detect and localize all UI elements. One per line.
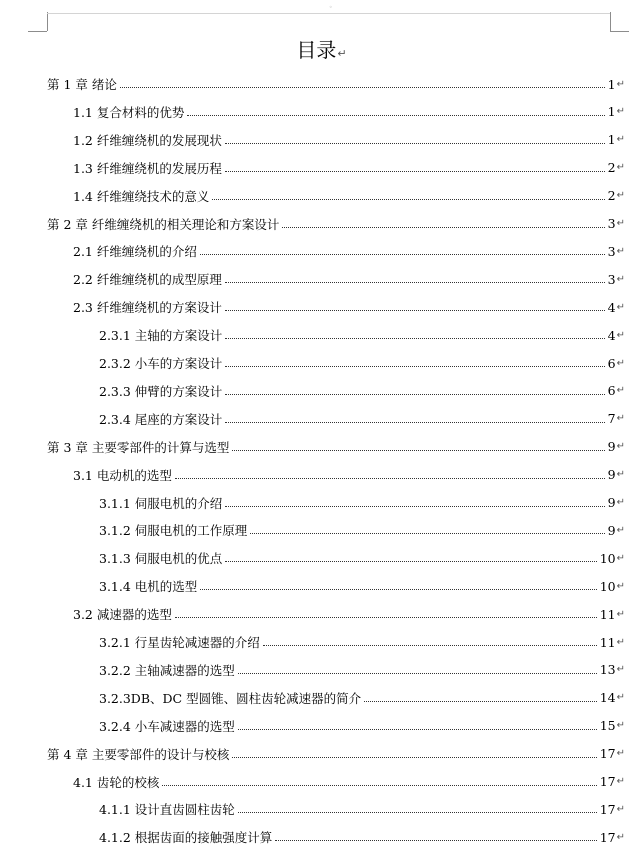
toc-dot-leader xyxy=(225,281,605,283)
paragraph-mark-icon: ↵ xyxy=(616,273,625,285)
toc-dot-leader xyxy=(225,365,604,367)
paragraph-mark-icon: ↵ xyxy=(616,776,625,787)
toc-dot-leader xyxy=(225,560,596,562)
toc-dot-leader xyxy=(212,198,604,200)
toc-dot-leader xyxy=(232,449,604,451)
paragraph-mark-icon: ↵ xyxy=(616,441,625,453)
toc-dot-leader xyxy=(225,505,604,507)
toc-entry[interactable] xyxy=(73,293,625,321)
toc-entry[interactable] xyxy=(99,349,625,377)
toc-entry[interactable] xyxy=(99,823,625,851)
toc-dot-leader xyxy=(225,170,605,172)
paragraph-mark-icon: ↵ xyxy=(616,524,625,536)
toc-dot-leader xyxy=(225,337,604,339)
crop-mark-top-right-v xyxy=(610,12,611,31)
document-title[interactable] xyxy=(0,36,643,68)
toc-page-number: 17 xyxy=(599,801,616,817)
toc-entry-title: 3.2 减速器的选型 xyxy=(73,607,172,623)
toc-dot-leader xyxy=(250,532,604,534)
toc-entry[interactable] xyxy=(99,321,625,349)
toc-entry-title: 第 2 章 纤维缠绕机的相关理论和方案设计 xyxy=(47,216,280,232)
toc-entry[interactable] xyxy=(99,544,625,572)
toc-page-number: 13 xyxy=(599,662,616,678)
toc-page-number: 7 xyxy=(607,411,616,427)
toc-entry-title: 2.3 纤维缠绕机的方案设计 xyxy=(73,300,222,316)
header-anchor-icon: ◦ xyxy=(329,4,333,11)
toc-page-number: 11 xyxy=(599,634,616,650)
toc-entry[interactable] xyxy=(73,461,625,489)
paragraph-mark-icon: ↵ xyxy=(616,134,625,146)
paragraph-mark-icon: ↵ xyxy=(616,218,625,229)
paragraph-mark-icon: ↵ xyxy=(616,803,625,815)
toc-entry[interactable] xyxy=(99,628,625,656)
toc-entry-title: 3.2.4 小车减速器的选型 xyxy=(99,718,235,734)
toc-entry[interactable] xyxy=(99,795,625,823)
toc-dot-leader xyxy=(238,672,597,674)
toc-entry[interactable] xyxy=(73,98,625,126)
toc-entry-title: 第 1 章 绪论 xyxy=(47,77,117,92)
toc-entry-title: 4.1 齿轮的校核 xyxy=(73,774,160,790)
toc-dot-leader xyxy=(225,393,604,395)
toc-dot-leader xyxy=(275,839,596,841)
toc-entry[interactable] xyxy=(99,489,625,517)
toc-page-number: 2 xyxy=(607,160,616,176)
toc-dot-leader xyxy=(225,309,605,311)
toc-page-number: 17 xyxy=(599,746,616,762)
toc-entry-title: 2.2 纤维缠绕机的成型原理 xyxy=(73,272,222,288)
toc-page-number: 1 xyxy=(607,104,616,120)
paragraph-mark-icon: ↵ xyxy=(616,831,625,843)
toc-dot-leader xyxy=(263,644,597,646)
toc-entry-title: 第 3 章 主要零部件的计算与选型 xyxy=(47,439,230,455)
toc-page-number: 3 xyxy=(607,216,616,231)
paragraph-mark-icon: ↵ xyxy=(616,301,625,313)
toc-dot-leader xyxy=(232,756,596,758)
paragraph-mark-icon: ↵ xyxy=(616,162,625,174)
toc-entry-title: 2.1 纤维缠绕机的介绍 xyxy=(73,244,197,260)
paragraph-mark-icon: ↵ xyxy=(616,692,625,704)
toc-entry[interactable] xyxy=(73,768,625,796)
paragraph-mark-icon: ↵ xyxy=(616,413,625,425)
toc-entry-title: 1.1 复合材料的优势 xyxy=(73,104,185,120)
toc-page-number: 3 xyxy=(607,243,616,259)
toc-entry[interactable] xyxy=(99,572,625,600)
toc-entry-title: 4.1.2 根据齿面的接触强度计算 xyxy=(99,830,273,846)
toc-entry-title: 3.1.2 伺服电机的工作原理 xyxy=(99,523,248,539)
toc-page-number: 6 xyxy=(607,383,616,399)
toc-page-number: 17 xyxy=(599,829,616,845)
toc-entry-title: 3.1.4 电机的选型 xyxy=(99,579,198,595)
toc-page-number: 6 xyxy=(607,355,616,371)
toc-entry[interactable] xyxy=(47,433,625,461)
toc-entry[interactable] xyxy=(99,405,625,433)
toc-page-number: 9 xyxy=(607,495,616,510)
toc-dot-leader xyxy=(282,226,604,228)
toc-entry-title: 2.3.3 伸臂的方案设计 xyxy=(99,383,223,399)
toc-entry[interactable] xyxy=(99,712,625,740)
paragraph-mark-icon: ↵ xyxy=(616,748,625,760)
toc-dot-leader xyxy=(162,784,596,786)
toc-page-number: 4 xyxy=(607,327,616,343)
document-title-text: 目录 xyxy=(296,38,337,62)
crop-mark-top-left-h xyxy=(28,31,47,32)
toc-page-number: 9 xyxy=(607,439,616,455)
toc-entry[interactable] xyxy=(73,182,625,210)
toc-entry[interactable] xyxy=(73,237,625,265)
toc-entry-title: 1.2 纤维缠绕机的发展现状 xyxy=(73,132,222,148)
paragraph-mark-icon: ↵ xyxy=(616,469,625,481)
toc-dot-leader xyxy=(225,421,604,423)
toc-page-number: 9 xyxy=(607,467,616,483)
toc-entry-title: 3.2.3DB、DC 型圆锥、圆柱齿轮减速器的简介 xyxy=(99,690,362,706)
toc-dot-leader xyxy=(187,114,604,116)
toc-entry-title: 第 4 章 主要零部件的设计与校核 xyxy=(47,746,230,762)
toc-entry[interactable] xyxy=(99,656,625,684)
paragraph-mark-icon: ↵ xyxy=(616,580,625,592)
paragraph-mark-icon: ↵ xyxy=(616,245,625,257)
toc-entry-title: 3.2.1 行星齿轮减速器的介绍 xyxy=(99,635,260,650)
toc-entry-title: 2.3.1 主轴的方案设计 xyxy=(99,328,223,344)
toc-dot-leader xyxy=(200,588,596,590)
toc-entry[interactable] xyxy=(99,516,625,544)
toc-page-number: 14 xyxy=(599,690,616,706)
toc-entry-title: 2.3.2 小车的方案设计 xyxy=(99,356,223,371)
toc-entry-title: 3.1 电动机的选型 xyxy=(73,467,172,483)
toc-entry[interactable] xyxy=(73,265,625,293)
toc-page-number: 15 xyxy=(599,718,616,734)
toc-page-number: 3 xyxy=(607,271,616,287)
toc-entry-title: 1.3 纤维缠绕机的发展历程 xyxy=(73,160,222,176)
paragraph-mark-icon: ↵ xyxy=(616,357,625,369)
toc-dot-leader xyxy=(175,616,597,618)
toc-entry[interactable] xyxy=(99,684,625,712)
toc-entry-title: 1.4 纤维缠绕技术的意义 xyxy=(73,188,210,204)
toc-page-number: 1 xyxy=(607,132,616,148)
toc-dot-leader xyxy=(175,477,605,479)
toc-page-number: 1 xyxy=(607,76,616,92)
toc-page-number: 9 xyxy=(607,522,616,538)
paragraph-mark-icon: ↵ xyxy=(616,329,625,341)
toc-entry[interactable] xyxy=(73,126,625,154)
toc-entry-title: 3.1.1 伺服电机的介绍 xyxy=(99,495,223,511)
paragraph-mark-icon: ↵ xyxy=(616,636,625,648)
paragraph-mark-icon: ↵ xyxy=(616,190,625,202)
toc-page-number: 2 xyxy=(607,188,616,204)
toc-entry[interactable] xyxy=(73,154,625,182)
toc-dot-leader xyxy=(238,728,597,730)
paragraph-mark-icon: ↵ xyxy=(616,106,625,118)
toc-entry-title: 2.3.4 尾座的方案设计 xyxy=(99,411,223,427)
toc-dot-leader xyxy=(200,253,605,255)
paragraph-mark-icon: ↵ xyxy=(616,664,625,676)
page-top-border xyxy=(47,13,610,14)
paragraph-mark-icon: ↵ xyxy=(616,552,625,564)
toc-entry-title: 3.1.3 伺服电机的优点 xyxy=(99,551,223,567)
toc-page-number: 17 xyxy=(599,774,616,789)
paragraph-mark-icon: ↵ xyxy=(616,78,625,90)
paragraph-mark-icon: ↵ xyxy=(616,497,625,508)
toc-page-number: 4 xyxy=(607,299,616,315)
toc-entry[interactable] xyxy=(99,377,625,405)
toc-entry[interactable] xyxy=(47,70,625,98)
toc-dot-leader xyxy=(238,811,597,813)
paragraph-mark-icon: ↵ xyxy=(616,385,625,397)
paragraph-mark-icon: ↵ xyxy=(616,720,625,732)
crop-mark-top-right-h xyxy=(610,31,629,32)
toc-page-number: 11 xyxy=(599,606,616,622)
paragraph-mark-icon: ↵ xyxy=(616,608,625,620)
toc-entry[interactable] xyxy=(47,740,625,768)
crop-mark-top-left-v xyxy=(47,12,48,31)
toc-entry-title: 3.2.2 主轴减速器的选型 xyxy=(99,662,235,678)
toc-dot-leader xyxy=(364,700,597,702)
toc-page-number: 10 xyxy=(599,578,616,594)
toc-entry-title: 4.1.1 设计直齿圆柱齿轮 xyxy=(99,802,235,818)
paragraph-mark-icon: ↵ xyxy=(337,47,347,60)
toc-entry[interactable] xyxy=(73,600,625,628)
toc-page-number: 10 xyxy=(599,550,616,566)
toc-dot-leader xyxy=(225,142,605,144)
toc-dot-leader xyxy=(120,86,605,88)
toc-entry[interactable] xyxy=(47,210,625,238)
